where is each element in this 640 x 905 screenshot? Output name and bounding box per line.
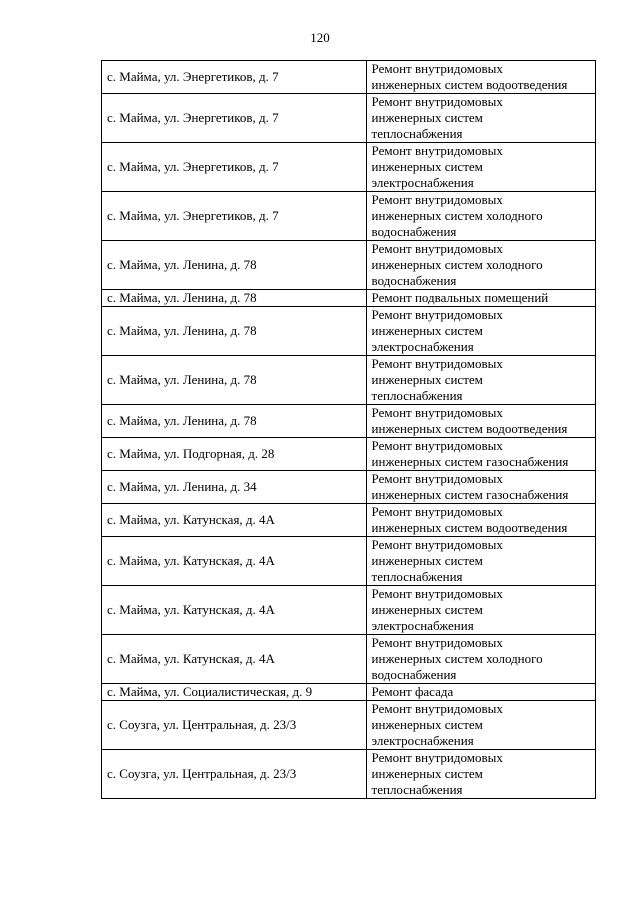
address-cell: с. Майма, ул. Энергетиков, д. 7 [102, 61, 367, 94]
works-table [101, 60, 596, 799]
table-row [102, 438, 596, 471]
table-row [102, 61, 596, 94]
address-cell: с. Соузга, ул. Центральная, д. 23/3 [102, 701, 367, 750]
table-row [102, 586, 596, 635]
work-type-cell: Ремонт внутридомовых инженерных систем газоснабжения [366, 471, 595, 504]
work-type-cell: Ремонт внутридомовых инженерных систем водоотведения [366, 405, 595, 438]
address-cell: с. Майма, ул. Ленина, д. 78 [102, 307, 367, 356]
work-type-cell: Ремонт внутридомовых инженерных систем электроснабжения [366, 701, 595, 750]
table-row [102, 94, 596, 143]
table-row [102, 701, 596, 750]
work-type-cell: Ремонт подвальных помещений [366, 290, 595, 307]
work-type-cell: Ремонт внутридомовых инженерных систем холодного водоснабжения [366, 635, 595, 684]
table-row [102, 241, 596, 290]
address-cell: с. Майма, ул. Катунская, д. 4А [102, 537, 367, 586]
table-row [102, 290, 596, 307]
address-cell: с. Майма, ул. Подгорная, д. 28 [102, 438, 367, 471]
table-row [102, 537, 596, 586]
address-cell: с. Соузга, ул. Центральная, д. 23/3 [102, 750, 367, 799]
work-type-cell: Ремонт внутридомовых инженерных систем теплоснабжения [366, 537, 595, 586]
address-cell: с. Майма, ул. Социалистическая, д. 9 [102, 684, 367, 701]
table-row [102, 307, 596, 356]
work-type-cell: Ремонт внутридомовых инженерных систем холодного водоснабжения [366, 192, 595, 241]
table-row [102, 471, 596, 504]
table-row [102, 356, 596, 405]
address-cell: с. Майма, ул. Ленина, д. 34 [102, 471, 367, 504]
address-cell: с. Майма, ул. Катунская, д. 4А [102, 635, 367, 684]
address-cell: с. Майма, ул. Ленина, д. 78 [102, 290, 367, 307]
work-type-cell: Ремонт внутридомовых инженерных систем водоотведения [366, 504, 595, 537]
address-cell: с. Майма, ул. Ленина, д. 78 [102, 241, 367, 290]
address-cell: с. Майма, ул. Ленина, д. 78 [102, 356, 367, 405]
work-type-cell: Ремонт фасада [366, 684, 595, 701]
work-type-cell: Ремонт внутридомовых инженерных систем холодного водоснабжения [366, 241, 595, 290]
work-type-cell: Ремонт внутридомовых инженерных систем теплоснабжения [366, 750, 595, 799]
address-cell: с. Майма, ул. Катунская, д. 4А [102, 504, 367, 537]
table-row [102, 750, 596, 799]
address-cell: с. Майма, ул. Энергетиков, д. 7 [102, 94, 367, 143]
work-type-cell: Ремонт внутридомовых инженерных систем электроснабжения [366, 586, 595, 635]
address-cell: с. Майма, ул. Катунская, д. 4А [102, 586, 367, 635]
address-cell: с. Майма, ул. Энергетиков, д. 7 [102, 192, 367, 241]
work-type-cell: Ремонт внутридомовых инженерных систем газоснабжения [366, 438, 595, 471]
work-type-cell: Ремонт внутридомовых инженерных систем электроснабжения [366, 307, 595, 356]
table-row [102, 635, 596, 684]
work-type-cell: Ремонт внутридомовых инженерных систем водоотведения [366, 61, 595, 94]
table-row [102, 192, 596, 241]
works-table-body [102, 61, 596, 799]
table-row [102, 405, 596, 438]
page-number: 120 [310, 30, 330, 45]
address-cell: с. Майма, ул. Ленина, д. 78 [102, 405, 367, 438]
work-type-cell: Ремонт внутридомовых инженерных систем теплоснабжения [366, 94, 595, 143]
address-cell: с. Майма, ул. Энергетиков, д. 7 [102, 143, 367, 192]
table-row [102, 684, 596, 701]
work-type-cell: Ремонт внутридомовых инженерных систем электроснабжения [366, 143, 595, 192]
table-row [102, 143, 596, 192]
work-type-cell: Ремонт внутридомовых инженерных систем теплоснабжения [366, 356, 595, 405]
table-row [102, 504, 596, 537]
